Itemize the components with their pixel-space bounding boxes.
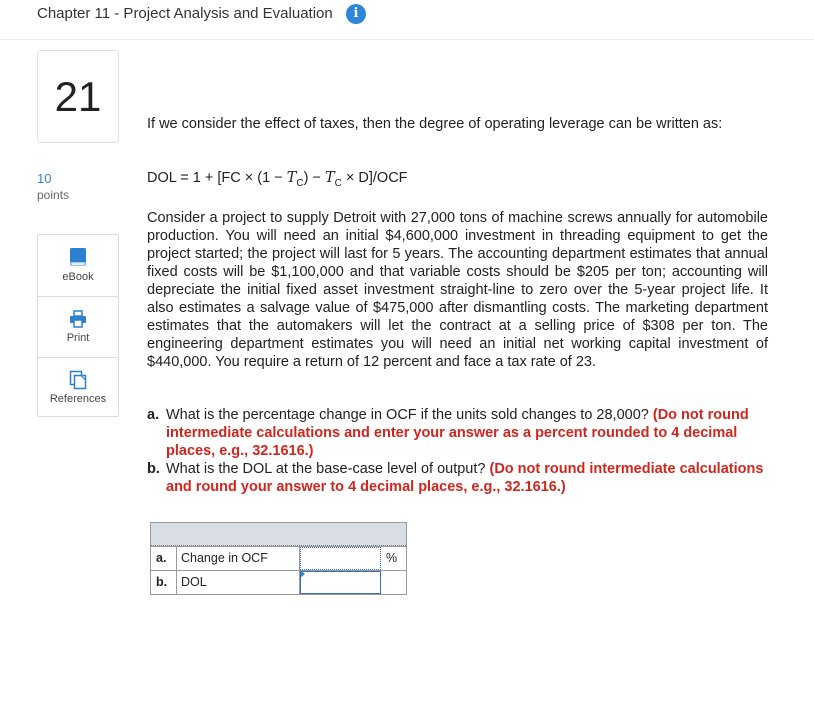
answer-row-a (151, 546, 406, 570)
change-in-ocf-input[interactable] (301, 549, 380, 570)
points-value: 10 (37, 171, 52, 186)
info-icon[interactable]: i (346, 4, 366, 24)
dol-formula (147, 169, 768, 193)
part-instruction: (Do not round intermediate calculations and enter your answer as a percent rounded to 4 decimal places, e.g., 32.1616.) (166, 407, 749, 459)
part-b (147, 460, 768, 496)
references-icon (69, 370, 87, 390)
formula-lead: DOL = 1 + [FC × (1 − (147, 170, 287, 186)
page-header (0, 0, 814, 40)
dol-input[interactable] (301, 573, 380, 594)
formula-mid: ) − (303, 170, 325, 186)
dol-unit (381, 571, 406, 594)
part-text: What is the DOL at the base-case level of output? (166, 461, 486, 477)
answer-table (150, 522, 407, 595)
references-button[interactable] (38, 357, 118, 418)
part-instruction: (Do not round intermediate calculations and round your answer to 4 decimal places, e.g., 32.1616.) (166, 461, 764, 495)
dol-cell (300, 571, 381, 594)
references-label: References (49, 393, 107, 405)
question-number: 21 (54, 73, 102, 120)
print-button[interactable] (38, 296, 118, 357)
printer-icon (69, 309, 87, 329)
formula-tax-subscript-2: C (334, 177, 342, 189)
part-a (147, 406, 768, 460)
part-text: What is the percentage change in OCF if the units sold changes to 28,000? (166, 407, 649, 423)
row-letter: a. (151, 547, 177, 570)
formula-tax-symbol: T (286, 170, 297, 186)
question-intro: If we consider the effect of taxes, then the degree of operating leverage can be written as: (147, 116, 723, 132)
row-letter: b. (151, 571, 177, 594)
formula-tax-symbol-2: T (324, 170, 335, 186)
chapter-title: Chapter 11 - Project Analysis and Evaluation (37, 5, 333, 22)
row-label: Change in OCF (177, 547, 300, 570)
book-icon (69, 247, 87, 267)
answer-table-header (151, 523, 406, 546)
part-letter: a. (147, 407, 160, 423)
tools-panel (37, 234, 119, 417)
question-parts (147, 406, 768, 496)
points-label: points (37, 188, 70, 202)
question-number-box (37, 50, 119, 143)
print-label: Print (66, 332, 90, 344)
change-in-ocf-cell (300, 547, 381, 570)
percent-unit: % (386, 551, 398, 565)
formula-tail: × D]/OCF (341, 170, 408, 186)
ebook-button[interactable] (38, 235, 118, 296)
question-body: Consider a project to supply Detroit with 27,000 tons of machine screws annually for automobile production. You will need an initial $4,600,000 investment in threading equipment to get the project started; the project will last for 5 years. The accounting department estimates that annual fixed costs will be $1,100,000 and that variable costs should be $205 per ton; accounting will depreciate the initial fixed asset investment straight-line to zero over the 5-year project life. It also estimates a salvage value of $475,000 after dismantling costs. The marketing department estimates that the automakers will let the contract at a selling price of $308 per ton. The engineering department estimates you will need an initial net working capital investment of $440,000. You require a return of 12 percent and face a tax rate of 23. (147, 210, 768, 370)
answer-row-b (151, 570, 406, 594)
part-letter: b. (147, 461, 160, 477)
row-label: DOL (177, 571, 300, 594)
ebook-label: eBook (62, 271, 94, 283)
formula-tax-subscript: C (296, 177, 304, 189)
